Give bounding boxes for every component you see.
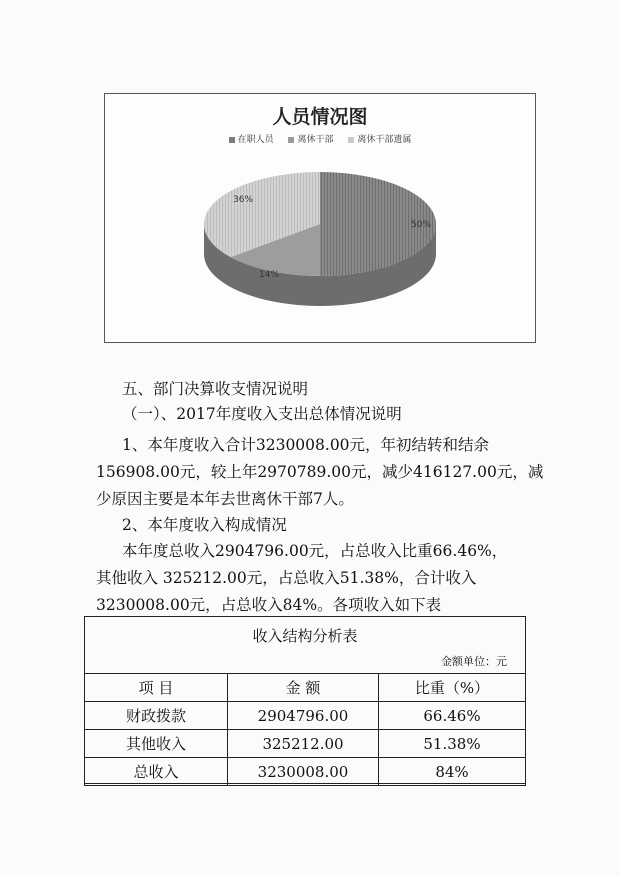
table-row	[85, 730, 526, 758]
table-row	[85, 758, 526, 786]
slice-label-0: 50%	[411, 220, 432, 230]
slice-label-1: 14%	[259, 270, 280, 280]
cell-amount: 3230008.00	[228, 758, 379, 786]
legend-label-1: 离休干部	[297, 135, 334, 145]
paragraph-1-line-2: 156908.00元，较上年2970789.00元，减少416127.00元，减	[96, 463, 544, 481]
pie-chart	[104, 93, 536, 343]
table-title: 收入结构分析表	[252, 627, 358, 645]
paragraph-1-line-3: 少原因主要是本年去世离休干部7人。	[96, 490, 354, 508]
pie-svg	[105, 94, 535, 342]
paragraph-2-line-2: 其他收入 325212.00元，占总收入51.38%，合计收入	[96, 569, 477, 587]
heading-section-5: 五、部门决算收支情况说明	[122, 380, 309, 398]
subheading-1: （一）、2017年度收入支出总体情况说明	[122, 405, 402, 423]
cell-ratio: 66.46%	[379, 702, 526, 730]
table-row	[85, 702, 526, 730]
income-structure-table	[84, 616, 526, 784]
legend-label-2: 离休干部遗属	[357, 135, 412, 145]
income-table	[84, 673, 526, 786]
header-item: 项 目	[85, 674, 228, 702]
slice-label-2: 36%	[233, 195, 254, 205]
cell-amount: 2904796.00	[228, 702, 379, 730]
cell-item: 总收入	[85, 758, 228, 786]
cell-item: 其他收入	[85, 730, 228, 758]
subheading-2: 2、本年度收入构成情况	[122, 516, 287, 534]
paragraph-1-line-1: 1、本年度收入合计3230008.00元，年初结转和结余	[122, 436, 490, 454]
cell-item: 财政拨款	[85, 702, 228, 730]
cell-amount: 325212.00	[228, 730, 379, 758]
table-header-row	[85, 674, 526, 702]
chart-title: 人员情况图	[272, 106, 368, 128]
header-ratio: 比重（%）	[379, 674, 526, 702]
cell-ratio: 84%	[379, 758, 526, 786]
table-unit: 金额单位：元	[441, 655, 507, 668]
paragraph-2-line-1: 本年度总收入2904796.00元，占总收入比重66.46%，	[122, 542, 508, 560]
header-amount: 金 额	[228, 674, 379, 702]
cell-ratio: 51.38%	[379, 730, 526, 758]
paragraph-2-line-3: 3230008.00元，占总收入84%。各项收入如下表	[96, 596, 442, 614]
legend-label-0: 在职人员	[237, 135, 274, 145]
